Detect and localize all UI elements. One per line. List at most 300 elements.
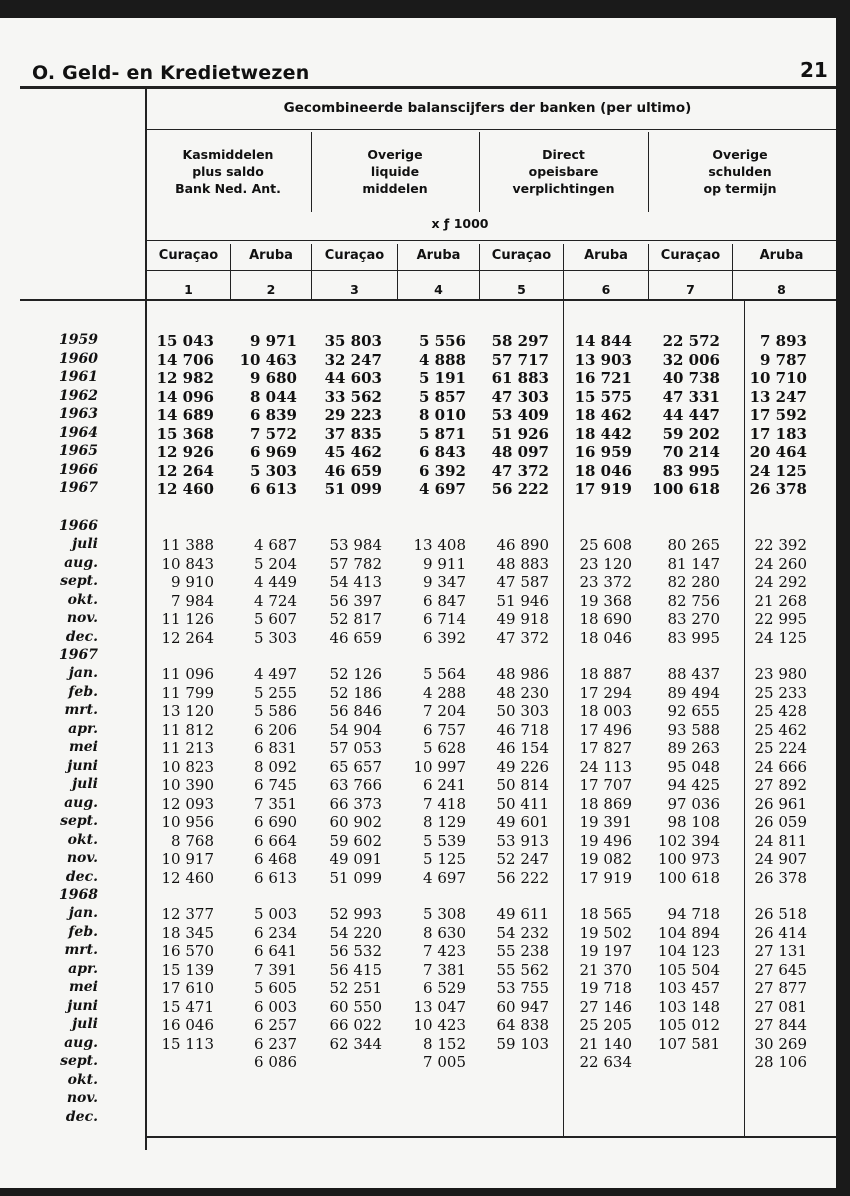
cell-value: 6 086 [254,1053,297,1071]
cell-value: 27 844 [754,1016,807,1034]
table-row [0,462,836,480]
cell-value: 57 053 [329,739,382,757]
cell-value: 18 887 [579,665,632,683]
cell-value: 17 592 [749,406,807,424]
table-row [0,979,836,997]
cell-value: 46 154 [496,739,549,757]
cell-value: 92 655 [667,702,720,720]
cell-value: 32 006 [662,350,720,369]
section-header: O. Geld- en Kredietwezen [32,62,310,84]
cell-value: 89 494 [667,683,720,702]
cell-value: 52 251 [329,979,382,997]
cell-value: 5 303 [250,461,297,480]
row-label: nov. [66,1090,98,1106]
row-label: juli [72,536,98,552]
row-label: apr. [68,960,98,977]
cell-value: 56 532 [329,942,382,960]
cell-value: 18 345 [161,923,214,942]
cell-value: 24 666 [754,757,807,776]
cell-value: 9 911 [423,554,466,573]
cell-value: 24 292 [754,573,807,591]
cell-value: 12 926 [156,443,214,461]
table-row [0,850,836,868]
cell-value: 5 539 [423,831,466,850]
cell-value: 54 413 [329,573,382,591]
row-label: sept. [60,573,98,589]
cell-value: 15 043 [156,332,214,350]
cell-value: 14 096 [156,387,214,406]
cell-value: 7 391 [254,960,297,979]
top-rule [20,86,836,89]
cell-value: 15 368 [156,424,214,443]
cell-value: 27 081 [754,997,807,1016]
group-divider [648,132,649,212]
unit-label: x ƒ 1000 [431,216,489,231]
cell-value: 18 690 [579,610,632,628]
cell-value: 25 233 [754,683,807,702]
cell-value: 18 046 [574,461,632,480]
row-label: aug. [64,794,98,811]
cell-value: 53 755 [496,979,549,997]
table-row [0,665,836,683]
cell-value: 20 464 [749,443,807,461]
cell-value: 53 409 [491,406,549,424]
bottom-rule [145,1136,836,1138]
cell-value: 56 222 [491,480,549,498]
cell-value: 52 817 [329,610,382,628]
cell-value: 24 125 [754,628,807,647]
cell-value: 8 768 [171,831,214,850]
column-number: 1 [184,282,193,297]
cell-value: 26 378 [754,868,807,887]
cell-value: 6 969 [250,443,297,461]
row-label: okt. [67,831,98,848]
cell-value: 66 022 [329,1016,382,1034]
subheader-aruba: Aruba [759,248,804,263]
table-row [0,518,836,536]
column-number: 6 [601,282,611,297]
cell-value: 66 373 [329,794,382,813]
row-label: mrt. [64,942,98,958]
cell-value: 52 993 [329,905,382,923]
cell-value: 54 904 [329,720,382,739]
cell-value: 61 883 [491,369,549,387]
table-row [0,369,836,387]
table-row [0,592,836,610]
table-row [0,1035,836,1053]
cell-value: 4 449 [254,573,297,591]
cell-value: 15 575 [574,387,632,406]
cell-value: 6 664 [254,831,297,850]
cell-value: 23 980 [754,665,807,683]
cell-value: 83 995 [667,628,720,647]
cell-value: 28 106 [754,1053,807,1071]
cell-value: 54 232 [496,923,549,942]
cell-value: 27 146 [579,997,632,1016]
cell-value: 15 471 [161,997,214,1016]
cell-value: 50 814 [496,776,549,794]
cell-value: 10 823 [161,757,214,776]
row-label: sept. [60,813,98,829]
cell-value: 17 496 [579,720,632,739]
cell-value: 16 570 [161,942,214,960]
cell-value: 6 745 [254,776,297,794]
cell-value: 102 394 [657,831,720,850]
cell-value: 19 391 [579,813,632,831]
cell-value: 65 657 [329,757,382,776]
page [0,18,836,1188]
group-header-direct: Direct opeisbare verplichtingen [512,147,615,196]
cell-value: 19 197 [579,942,632,960]
cell-value: 47 303 [491,387,549,406]
cell-value: 9 910 [171,573,214,591]
cell-value: 24 125 [749,461,807,480]
cell-value: 8 092 [254,757,297,776]
row-label: 1965 [59,443,98,459]
cell-value: 100 618 [657,868,720,887]
cell-value: 7 572 [250,424,297,443]
row-label: 1966 [59,461,98,478]
cell-value: 49 091 [329,850,382,868]
cell-value: 63 766 [329,776,382,794]
table-row [0,443,836,461]
title-rule [145,129,836,130]
cell-value: 5 628 [423,739,466,757]
unit-rule [145,240,836,241]
cell-value: 7 351 [254,794,297,813]
cell-value: 60 902 [329,813,382,831]
cell-value: 4 697 [423,868,466,887]
cell-value: 6 839 [250,406,297,424]
column-number: 2 [266,282,276,297]
cell-value: 44 603 [324,369,382,387]
cell-value: 44 447 [662,406,720,424]
cell-value: 12 460 [161,868,214,887]
cell-value: 105 012 [657,1016,720,1034]
table-row [0,998,836,1016]
cell-value: 23 120 [579,554,632,573]
cell-value: 107 581 [657,1034,720,1053]
cell-value: 52 186 [329,683,382,702]
cell-value: 11 126 [161,610,214,628]
row-label: jan. [68,905,98,921]
cell-value: 8 129 [423,813,466,831]
cell-value: 49 226 [496,757,549,776]
table-row [0,905,836,923]
cell-value: 25 224 [754,739,807,757]
cell-value: 94 425 [667,776,720,794]
cell-value: 37 835 [324,424,382,443]
cell-value: 12 460 [156,480,214,498]
cell-value: 12 264 [161,628,214,647]
cell-value: 7 381 [423,960,466,979]
cell-value: 55 238 [496,942,549,960]
cell-value: 7 418 [423,794,466,813]
row-label: nov. [66,850,98,866]
cell-value: 26 961 [754,794,807,813]
group-divider [479,132,480,212]
cell-value: 11 799 [161,683,214,702]
cell-value: 104 123 [657,942,720,960]
row-label: 1962 [59,387,98,404]
cell-value: 82 280 [667,573,720,591]
cell-value: 48 230 [496,683,549,702]
cell-value: 9 971 [250,332,297,350]
cell-value: 19 718 [579,979,632,997]
cell-value: 51 946 [496,591,549,610]
cell-value: 6 257 [254,1016,297,1034]
row-label: apr. [68,720,98,737]
cell-value: 53 913 [496,831,549,850]
table-row [0,961,836,979]
table-row [0,573,836,591]
cell-value: 12 982 [156,369,214,387]
subheader-curacao: Curaçao [491,248,552,263]
cell-value: 22 572 [662,332,720,350]
cell-value: 58 297 [491,332,549,350]
row-label: 1959 [59,332,98,348]
cell-value: 16 046 [161,1016,214,1034]
cell-value: 10 956 [161,813,214,831]
cell-value: 70 214 [662,443,720,461]
cell-value: 6 714 [423,610,466,628]
cell-value: 6 690 [254,813,297,831]
cell-value: 24 260 [754,554,807,573]
cell-value: 5 871 [419,424,466,443]
cell-value: 51 099 [329,868,382,887]
column-number: 3 [350,282,359,297]
cell-value: 18 565 [579,905,632,923]
cell-value: 5 556 [419,332,466,350]
cell-value: 6 613 [250,480,297,498]
row-label: mei [68,979,98,995]
cell-value: 57 782 [329,554,382,573]
cell-value: 16 721 [574,369,632,387]
table-row [0,813,836,831]
cell-value: 50 303 [496,702,549,720]
cell-value: 5 204 [254,554,297,573]
cell-value: 48 097 [491,443,549,461]
row-label: okt. [67,591,98,608]
cell-value: 6 757 [423,720,466,739]
cell-value: 18 462 [574,406,632,424]
cell-value: 46 890 [496,536,549,554]
table-row [0,1072,836,1090]
cell-value: 6 206 [254,720,297,739]
cell-value: 15 139 [161,960,214,979]
cell-value: 8 044 [250,387,297,406]
cell-value: 26 414 [754,923,807,942]
header-bottom-rule [20,299,836,301]
row-label: nov. [66,610,98,626]
cell-value: 59 602 [329,831,382,850]
cell-value: 10 710 [749,369,807,387]
cell-value: 17 294 [579,683,632,702]
subheader-aruba: Aruba [416,248,461,263]
table-row [0,332,836,350]
cell-value: 17 707 [579,776,632,794]
table-row [0,351,836,369]
row-label: 1967 [59,647,98,663]
cell-value: 60 550 [329,997,382,1016]
cell-value: 9 787 [760,350,807,369]
cell-value: 9 347 [423,573,466,591]
cell-value: 17 919 [579,868,632,887]
cell-value: 10 997 [413,757,466,776]
group-header-other-debts: Overige schulden op termijn [703,147,777,196]
cell-value: 4 888 [419,350,466,369]
cell-value: 57 717 [491,350,549,369]
cell-value: 23 372 [579,573,632,591]
cell-value: 89 263 [667,739,720,757]
cell-value: 8 630 [423,923,466,942]
cell-value: 56 846 [329,702,382,720]
cell-value: 46 659 [329,628,382,647]
row-label: feb. [68,683,98,700]
subheader-aruba: Aruba [249,248,293,263]
group-header-cash: Kasmiddelen plus saldo Bank Ned. Ant. [175,147,281,196]
cell-value: 12 264 [156,461,214,480]
row-label: aug. [64,554,98,571]
cell-value: 5 125 [423,850,466,868]
cell-value: 13 047 [413,997,466,1016]
cell-value: 5 857 [419,387,466,406]
cell-value: 49 601 [496,813,549,831]
cell-value: 40 738 [662,369,720,387]
table-row [0,684,836,702]
cell-value: 10 423 [413,1016,466,1034]
cell-value: 64 838 [496,1016,549,1034]
cell-value: 26 518 [754,905,807,923]
group-divider [311,132,312,212]
cell-value: 6 392 [419,461,466,480]
row-label: 1967 [59,480,98,496]
cell-value: 10 917 [161,850,214,868]
cell-value: 17 610 [161,979,214,997]
table-row [0,795,836,813]
cell-value: 22 634 [579,1053,632,1071]
cell-value: 98 108 [667,813,720,831]
cell-value: 27 892 [754,776,807,794]
cell-value: 25 428 [754,702,807,720]
group-header-liquid: Overige liquide middelen [362,147,428,196]
table-row [0,555,836,573]
cell-value: 25 462 [754,720,807,739]
cell-value: 7 204 [423,702,466,720]
cell-value: 56 415 [329,960,382,979]
cell-value: 104 894 [657,923,720,942]
cell-value: 4 687 [254,536,297,554]
cell-value: 88 437 [667,665,720,683]
table-row [0,739,836,757]
cell-value: 6 003 [254,997,297,1016]
table-row [0,702,836,720]
cell-value: 49 611 [496,905,549,923]
row-label: feb. [68,923,98,940]
cell-value: 94 718 [667,905,720,923]
table-row [0,1090,836,1108]
cell-value: 47 372 [496,628,549,647]
cell-value: 5 607 [254,610,297,628]
cell-value: 17 919 [574,480,632,498]
cell-value: 35 803 [324,332,382,350]
cell-value: 105 504 [657,960,720,979]
cell-value: 18 046 [579,628,632,647]
subheader-aruba: Aruba [584,248,628,263]
cell-value: 6 234 [254,923,297,942]
cell-value: 6 847 [423,591,466,610]
cell-value: 60 947 [496,997,549,1016]
cell-value: 14 706 [156,350,214,369]
table-row [0,629,836,647]
cell-value: 4 288 [423,683,466,702]
cell-value: 29 223 [324,406,382,424]
cell-value: 7 423 [423,942,466,960]
cell-value: 82 756 [667,591,720,610]
cell-value: 22 392 [754,536,807,554]
cell-value: 62 344 [329,1034,382,1053]
cell-value: 80 265 [667,536,720,554]
table-row [0,832,836,850]
cell-value: 21 268 [754,591,807,610]
cell-value: 83 995 [662,461,720,480]
page-number: 21 [800,58,828,82]
row-label: juni [67,757,98,774]
cell-value: 32 247 [324,350,382,369]
table-row [0,721,836,739]
cell-value: 26 059 [754,813,807,831]
cell-value: 19 502 [579,923,632,942]
table-row [0,776,836,794]
column-number: 7 [686,282,695,297]
cell-value: 6 831 [254,739,297,757]
cell-value: 8 010 [419,406,466,424]
table-row [0,869,836,887]
cell-value: 7 984 [171,591,214,610]
row-label: dec. [65,1108,98,1125]
cell-value: 17 183 [749,424,807,443]
cell-value: 5 255 [254,683,297,702]
table-row [0,887,836,905]
cell-value: 13 247 [749,387,807,406]
cell-value: 52 126 [329,665,382,683]
cell-value: 7 893 [760,332,807,350]
cell-value: 11 388 [161,536,214,554]
subheader-curacao: Curaçao [158,248,219,263]
table-row [0,758,836,776]
cell-value: 6 529 [423,979,466,997]
row-label: 1963 [59,406,98,422]
table-title: Gecombineerde balanscijfers der banken (per ultimo) [283,100,692,116]
row-label: mrt. [64,702,98,718]
cell-value: 8 152 [423,1034,466,1053]
cell-value: 51 099 [324,480,382,498]
cell-value: 6 641 [254,942,297,960]
cell-value: 27 877 [754,979,807,997]
cell-value: 51 926 [491,424,549,443]
table-row [0,425,836,443]
cell-value: 22 995 [754,610,807,628]
cell-value: 54 220 [329,923,382,942]
cell-value: 5 003 [254,905,297,923]
cell-value: 6 613 [254,868,297,887]
cell-value: 103 457 [657,979,720,997]
table-row [0,647,836,665]
row-label: juli [72,776,98,792]
cell-value: 6 468 [254,850,297,868]
cell-value: 11 096 [161,665,214,683]
cell-value: 19 368 [579,591,632,610]
